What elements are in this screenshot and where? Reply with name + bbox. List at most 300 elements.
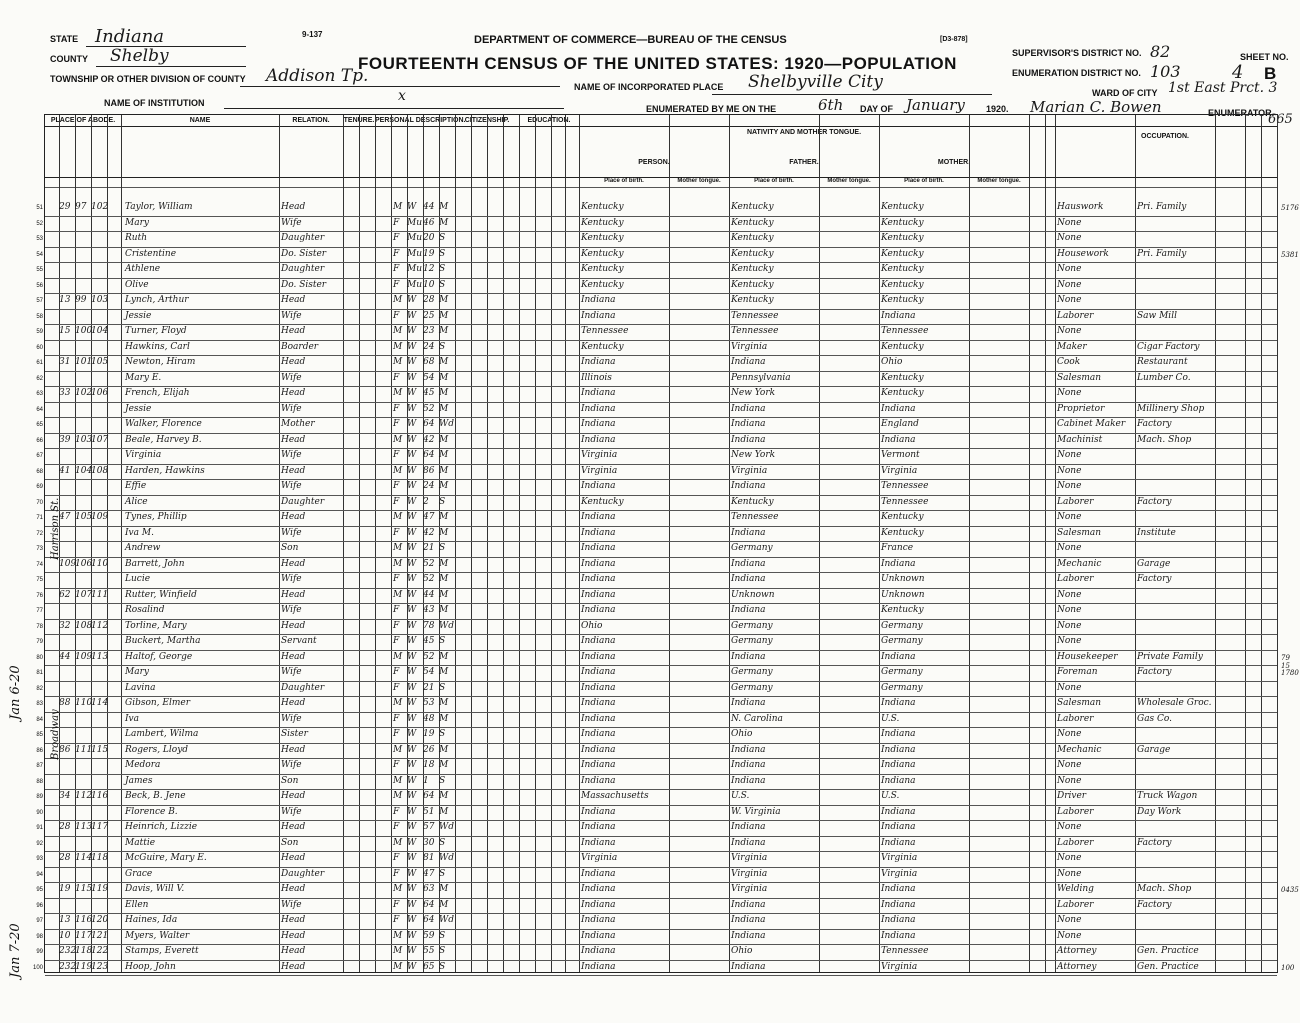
cell-age: 59	[423, 930, 435, 941]
cell-ms: Wd	[439, 419, 455, 429]
cell-sex: F	[393, 419, 400, 429]
row-rule	[45, 464, 1277, 465]
row-rule	[45, 216, 1277, 217]
census-title: FOURTEENTH CENSUS OF THE UNITED STATES: 1920—POPULATION	[358, 54, 957, 73]
margin-code: 0435	[1281, 886, 1299, 894]
cell-rel: Wife	[281, 806, 302, 817]
cell-race: W	[407, 806, 417, 817]
row-number: 54	[36, 251, 43, 258]
cell-rel: Wife	[281, 605, 302, 615]
row-number: 86	[36, 747, 43, 754]
cell-birth: Indiana	[581, 481, 616, 491]
ward-label: WARD OF CITY	[1092, 88, 1158, 98]
cell-ind: Institute	[1137, 527, 1176, 538]
cell-trade: Housekeeper	[1057, 651, 1118, 662]
cell-ind: Factory	[1137, 899, 1172, 910]
cell-ind: Pri. Family	[1137, 202, 1187, 212]
cell-age: 51	[423, 806, 435, 817]
column-rule	[1045, 115, 1046, 972]
cell-fam: 115	[75, 884, 93, 894]
cell-ms: M	[439, 217, 449, 228]
cell-race: W	[407, 403, 417, 414]
cell-name: Buckert, Martha	[125, 636, 201, 646]
cell-age: 23	[423, 326, 435, 336]
cell-mbirth: Indiana	[881, 651, 916, 662]
cell-ind: Factory	[1137, 667, 1172, 677]
cell-name: Iva	[125, 713, 140, 724]
cell-birth: Kentucky	[581, 248, 624, 259]
cell-dwell: 115	[91, 744, 109, 755]
column-rule	[107, 115, 108, 972]
cell-age: 54	[423, 667, 435, 677]
cell-age: 25	[423, 310, 435, 321]
cell-dwell: 109	[91, 512, 109, 522]
cell-house: 44	[59, 651, 71, 662]
row-rule	[45, 479, 1277, 480]
cell-ms: M	[439, 326, 449, 336]
cell-trade: None	[1057, 822, 1082, 832]
cell-birth: Indiana	[581, 868, 616, 879]
cell-name: French, Elijah	[125, 388, 190, 398]
cell-mbirth: France	[881, 543, 914, 553]
cell-ms: S	[439, 961, 446, 972]
cell-fam: 118	[75, 946, 93, 956]
cell-fam: 103	[75, 434, 93, 445]
cell-mbirth: Kentucky	[881, 264, 924, 274]
cell-dwell: 111	[91, 589, 109, 600]
row-rule	[45, 867, 1277, 868]
row-rule	[45, 882, 1277, 883]
cell-race: W	[407, 388, 417, 398]
cell-ind: Factory	[1137, 419, 1172, 429]
column-rule	[669, 115, 670, 972]
cell-name: Medora	[125, 760, 161, 770]
column-rule	[729, 115, 730, 972]
cell-house: 13	[59, 295, 71, 305]
cell-trade: None	[1057, 620, 1082, 631]
cell-name: Athlene	[125, 264, 161, 274]
cell-trade: None	[1057, 264, 1082, 274]
cell-rel: Head	[281, 357, 306, 367]
column-rule	[359, 115, 360, 972]
cell-ms: S	[439, 868, 446, 879]
cell-race: W	[407, 729, 417, 739]
cell-mbirth: Kentucky	[881, 217, 924, 228]
cell-race: W	[407, 713, 417, 724]
row-number: 82	[36, 685, 43, 692]
cell-dwell: 112	[91, 620, 109, 631]
cell-ms: M	[439, 791, 449, 801]
cell-birth: Kentucky	[581, 217, 624, 228]
cell-age: 45	[423, 388, 435, 398]
cell-sex: M	[393, 744, 403, 755]
cell-fbirth: Kentucky	[731, 496, 774, 507]
cell-race: W	[407, 620, 417, 631]
column-number-divider	[45, 187, 1277, 188]
cell-mbirth: England	[881, 419, 919, 429]
cell-age: 44	[423, 589, 435, 600]
cell-fbirth: Indiana	[731, 961, 766, 972]
cell-mbirth: Kentucky	[881, 248, 924, 259]
cell-mbirth: Indiana	[881, 434, 916, 445]
cell-trade: Laborer	[1057, 899, 1094, 910]
cell-ms: M	[439, 512, 449, 522]
cell-age: 30	[423, 837, 435, 848]
cell-mbirth: Indiana	[881, 760, 916, 770]
cell-dwell: 114	[91, 698, 109, 708]
township-underline	[240, 86, 560, 87]
cell-ms: M	[439, 310, 449, 321]
cell-age: 46	[423, 217, 435, 228]
row-rule	[45, 541, 1277, 542]
cell-trade: None	[1057, 326, 1082, 336]
cell-ind: Lumber Co.	[1137, 372, 1191, 383]
cell-sex: M	[393, 388, 403, 398]
cell-rel: Son	[281, 775, 299, 786]
cell-race: W	[407, 698, 417, 708]
cell-dwell: 107	[91, 434, 109, 445]
row-rule	[45, 727, 1277, 728]
cell-house: 29	[59, 202, 71, 212]
cell-mbirth: Indiana	[881, 744, 916, 755]
cell-trade: Housework	[1057, 248, 1109, 259]
row-rule	[45, 681, 1277, 682]
row-rule	[45, 433, 1277, 434]
cell-ms: M	[439, 760, 449, 770]
cell-trade: Mechanic	[1057, 558, 1102, 569]
cell-birth: Indiana	[581, 682, 616, 693]
cell-age: 21	[423, 543, 435, 553]
column-rule	[579, 115, 580, 972]
cell-fbirth: Indiana	[731, 775, 766, 786]
cell-name: Hawkins, Carl	[125, 341, 190, 352]
cell-ms: M	[439, 806, 449, 817]
cell-mbirth: Kentucky	[881, 202, 924, 212]
cell-mbirth: Indiana	[881, 558, 916, 569]
cell-trade: None	[1057, 636, 1082, 646]
cell-rel: Son	[281, 837, 299, 848]
cell-age: 52	[423, 651, 435, 662]
cell-mbirth: Kentucky	[881, 233, 924, 243]
column-rule	[471, 115, 472, 972]
mother-mother-tongue: Mother tongue.	[977, 178, 1021, 184]
cell-dwell: 105	[91, 357, 109, 367]
cell-name: Walker, Florence	[125, 419, 202, 429]
cell-fbirth: Germany	[731, 543, 773, 553]
cell-ms: Wd	[439, 822, 455, 832]
cell-trade: Laborer	[1057, 574, 1094, 584]
cell-age: 81	[423, 853, 435, 863]
column-rule	[519, 115, 520, 972]
cell-fam: 100	[75, 326, 93, 336]
cell-fam: 119	[75, 961, 93, 972]
cell-age: 19	[423, 729, 435, 739]
margin-code: 79 15	[1281, 653, 1290, 670]
column-rule	[121, 115, 122, 972]
cell-rel: Daughter	[281, 233, 325, 243]
cell-rel: Wife	[281, 667, 302, 677]
group-head-divider	[45, 126, 1277, 127]
cell-dwell: 120	[91, 915, 109, 925]
cell-name: Mary	[125, 217, 149, 228]
cell-trade: Proprietor	[1057, 403, 1105, 414]
cell-sex: F	[393, 713, 400, 724]
cell-ms: Wd	[439, 915, 455, 925]
cell-birth: Indiana	[581, 403, 616, 414]
row-rule	[45, 758, 1277, 759]
margin-street-1: Harrison St.	[50, 497, 61, 560]
cell-fam: 110	[75, 698, 93, 708]
cell-fbirth: Indiana	[731, 837, 766, 848]
cell-ms: S	[439, 233, 446, 243]
cell-birth: Virginia	[581, 853, 618, 863]
cell-sex: F	[393, 822, 400, 832]
cell-fbirth: Indiana	[731, 760, 766, 770]
cell-race: W	[407, 636, 417, 646]
cell-trade: Driver	[1057, 791, 1087, 801]
cell-house: 34	[59, 791, 71, 801]
cell-rel: Head	[281, 620, 306, 631]
row-number: 74	[36, 561, 43, 568]
sheet-value: 4	[1232, 62, 1244, 83]
column-rule	[343, 115, 344, 972]
cell-sex: M	[393, 357, 403, 367]
cell-fbirth: Indiana	[731, 605, 766, 615]
cell-trade: Attorney	[1057, 961, 1097, 972]
cell-rel: Head	[281, 295, 306, 305]
cell-rel: Head	[281, 434, 306, 445]
group-father: FATHER.	[789, 159, 819, 166]
cell-race: Mu	[407, 279, 423, 290]
cell-race: W	[407, 574, 417, 584]
institution-value: x	[398, 88, 406, 104]
cell-birth: Massachusetts	[581, 791, 649, 801]
cell-name: Lambert, Wilma	[125, 729, 199, 739]
cell-dwell: 106	[91, 388, 109, 398]
cell-fbirth: Indiana	[731, 481, 766, 491]
cell-race: W	[407, 651, 417, 662]
cell-birth: Indiana	[581, 605, 616, 615]
cell-rel: Head	[281, 388, 306, 398]
cell-name: Beale, Harvey B.	[125, 434, 202, 445]
county-underline	[96, 66, 246, 67]
cell-race: W	[407, 202, 417, 212]
column-rule	[1215, 115, 1216, 972]
cell-age: 44	[423, 202, 435, 212]
cell-ind: Garage	[1137, 558, 1171, 569]
row-rule	[45, 619, 1277, 620]
row-number: 88	[36, 778, 43, 785]
cell-mbirth: Indiana	[881, 806, 916, 817]
group-citizenship: CITIZENSHIP.	[464, 117, 510, 124]
cell-ind: Mach. Shop	[1137, 884, 1192, 894]
cell-trade: None	[1057, 760, 1082, 770]
cell-trade: None	[1057, 233, 1082, 243]
cell-fam: 99	[75, 295, 87, 305]
row-rule	[45, 417, 1277, 418]
cell-age: 10	[423, 279, 435, 290]
cell-trade: Laborer	[1057, 837, 1094, 848]
row-rule	[45, 448, 1277, 449]
cell-mbirth: Virginia	[881, 868, 918, 879]
row-rule	[45, 309, 1277, 310]
cell-house: 232	[59, 946, 77, 956]
cell-age: 45	[423, 636, 435, 646]
cell-house: 39	[59, 434, 71, 445]
cell-rel: Head	[281, 558, 306, 569]
row-number: 89	[36, 794, 43, 800]
cell-fam: 117	[75, 930, 93, 941]
cell-race: W	[407, 589, 417, 600]
row-rule	[45, 805, 1277, 806]
cell-sex: M	[393, 930, 403, 941]
cell-dwell: 118	[91, 853, 109, 863]
cell-fbirth: Indiana	[731, 915, 766, 925]
cell-trade: None	[1057, 915, 1082, 925]
cell-sex: F	[393, 403, 400, 414]
cell-fam: 109	[75, 651, 93, 662]
cell-name: Turner, Floyd	[125, 326, 187, 336]
cell-trade: Laborer	[1057, 496, 1094, 507]
cell-mbirth: Virginia	[881, 853, 918, 863]
row-number: 78	[36, 623, 43, 630]
row-rule	[45, 960, 1277, 961]
cell-name: Florence B.	[125, 806, 178, 817]
cell-race: W	[407, 527, 417, 538]
cell-fbirth: Indiana	[731, 527, 766, 538]
cell-fam: 97	[75, 202, 87, 212]
cell-rel: Head	[281, 465, 306, 476]
form-number: 9-137	[302, 30, 323, 39]
cell-trade: None	[1057, 465, 1082, 476]
cell-ind: Factory	[1137, 837, 1172, 848]
cell-birth: Indiana	[581, 961, 616, 972]
cell-rel: Head	[281, 853, 306, 863]
cell-house: 28	[59, 822, 71, 832]
cell-rel: Wife	[281, 527, 302, 538]
cell-fbirth: Indiana	[731, 930, 766, 941]
cell-fam: 107	[75, 589, 93, 600]
cell-fbirth: Germany	[731, 620, 773, 631]
cell-rel: Daughter	[281, 264, 325, 274]
row-number: 64	[36, 406, 43, 413]
group-personal: PERSONAL DESCRIPTION.	[375, 117, 466, 124]
cell-birth: Indiana	[581, 837, 616, 848]
row-number: 79	[36, 639, 43, 645]
cell-name: Rutter, Winfield	[125, 589, 197, 600]
row-number: 94	[36, 871, 43, 878]
cell-sex: M	[393, 512, 403, 522]
cell-mbirth: Indiana	[881, 822, 916, 832]
mother-place-of-birth: Place of birth.	[904, 178, 944, 184]
cell-ind: Factory	[1137, 574, 1172, 584]
cell-birth: Indiana	[581, 295, 616, 305]
cell-ms: M	[439, 465, 449, 476]
cell-fbirth: U.S.	[731, 791, 750, 801]
cell-rel: Head	[281, 961, 306, 972]
cell-fbirth: Ohio	[731, 729, 753, 739]
cell-rel: Wife	[281, 217, 302, 228]
cell-name: Ellen	[125, 899, 149, 910]
cell-fbirth: Kentucky	[731, 264, 774, 274]
cell-ms: M	[439, 698, 449, 708]
row-number: 68	[36, 468, 43, 475]
row-number: 59	[36, 329, 43, 335]
cell-trade: Maker	[1057, 341, 1087, 352]
group-person: PERSON.	[638, 159, 670, 166]
row-number: 95	[36, 887, 43, 893]
cell-name: Myers, Walter	[125, 930, 190, 941]
row-rule	[45, 929, 1277, 930]
cell-rel: Head	[281, 202, 306, 212]
cell-mbirth: Virginia	[881, 961, 918, 972]
cell-dwell: 122	[91, 946, 109, 956]
cell-trade: None	[1057, 868, 1082, 879]
cell-rel: Head	[281, 651, 306, 662]
cell-fbirth: Germany	[731, 682, 773, 693]
row-rule	[45, 526, 1277, 527]
cell-name: Torline, Mary	[125, 620, 187, 631]
cell-trade: Attorney	[1057, 946, 1097, 956]
cell-name: Heinrich, Lizzie	[125, 822, 198, 832]
cell-trade: None	[1057, 512, 1082, 522]
cell-ms: S	[439, 341, 446, 352]
row-number: 80	[36, 654, 43, 661]
row-number: 77	[36, 608, 43, 614]
cell-trade: None	[1057, 853, 1082, 863]
row-rule	[45, 402, 1277, 403]
cell-birth: Indiana	[581, 884, 616, 894]
township-value: Addison Tp.	[266, 66, 369, 86]
row-number: 63	[36, 391, 43, 397]
row-number: 60	[36, 344, 43, 351]
cell-sex: F	[393, 682, 400, 693]
cell-mbirth: Indiana	[881, 310, 916, 321]
cell-birth: Indiana	[581, 760, 616, 770]
cell-dwell: 123	[91, 961, 109, 972]
cell-ind: Gen. Practice	[1137, 961, 1199, 972]
cell-sex: M	[393, 884, 403, 894]
row-number: 65	[36, 422, 43, 428]
cell-birth: Indiana	[581, 822, 616, 832]
cell-age: 26	[423, 744, 435, 755]
cell-sex: M	[393, 202, 403, 212]
cell-trade: None	[1057, 279, 1082, 290]
cell-trade: Cook	[1057, 357, 1081, 367]
cell-ind: Private Family	[1137, 651, 1203, 662]
cell-house: 13	[59, 915, 71, 925]
cell-rel: Head	[281, 791, 306, 801]
cell-race: W	[407, 899, 417, 910]
cell-sex: F	[393, 806, 400, 817]
cell-trade: Mechanic	[1057, 744, 1102, 755]
cell-name: Rosalind	[125, 605, 165, 615]
cell-mbirth: Kentucky	[881, 341, 924, 352]
cell-name: Taylor, William	[125, 202, 193, 212]
cell-race: W	[407, 946, 417, 956]
cell-fam: 113	[75, 822, 93, 832]
incorporated-value: Shelbyville City	[748, 72, 883, 92]
cell-race: W	[407, 837, 417, 848]
person-mother-tongue: Mother tongue.	[677, 178, 721, 184]
cell-rel: Wife	[281, 450, 302, 460]
cell-birth: Indiana	[581, 946, 616, 956]
cell-name: McGuire, Mary E.	[125, 853, 207, 863]
cell-trade: Foreman	[1057, 667, 1098, 677]
cell-ind: Saw Mill	[1137, 310, 1177, 321]
cell-dwell: 116	[91, 791, 109, 801]
cell-name: Effie	[125, 481, 147, 491]
